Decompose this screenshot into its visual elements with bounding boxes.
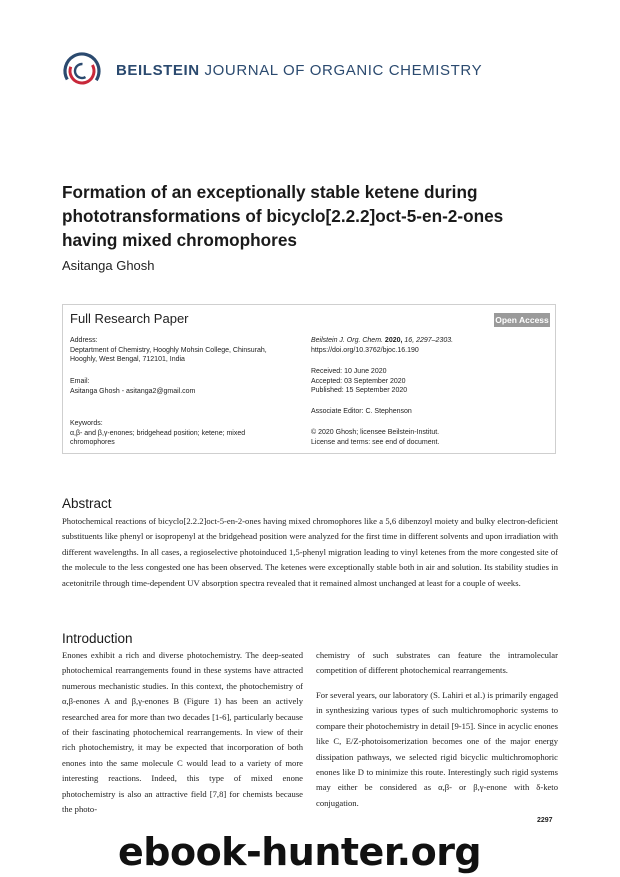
introduction-column-right-para2: For several years, our laboratory (S. Lahiri et al.) is primarily engaged in synthesizing various types of such multichromophoric systems to compare their photochemistry in detail [9-15]. Since in acyclic enones like C, E/Z-photoisomerization becomes one of the major energy dissipation pathways, we selected rigid bicyclic multichromophoric enones like D to minimize this route. Interestingly such rigid systems may either be considered as α,β- or β,γ-enone with δ-keto conjugation.	[316, 690, 558, 808]
article-author: Asitanga Ghosh	[62, 258, 155, 273]
citation-journal: Beilstein J. Org. Chem.	[311, 337, 383, 344]
accepted-date: Accepted: 03 September 2020	[311, 377, 406, 385]
paper-type: Full Research Paper	[70, 311, 189, 326]
introduction-heading: Introduction	[62, 631, 133, 646]
journal-name	[116, 62, 482, 79]
email-text[interactable]: Asitanga Ghosh - asitanga2@gmail.com	[70, 387, 196, 395]
introduction-column-left: Enones exhibit a rich and diverse photochemistry. The deep-seated photochemical rearrangements found in these systems have attracted numerous mechanistic studies. In this context, the photochemistry of α,β-enones A and β,γ-enones B (Figure 1) has been an actively researched area for more than two decades [1-6], particularly because of their fascinating photochemical rearrangements. In view of their rich photochemistry, it may be expected that incorporation of both enones into the same molecule C would lead to a variety of more interesting reactions. Indeed, this type of mixed enone photochemistry is also an attractive field [7,8] for chemists because the photo-	[62, 650, 303, 815]
address-text: Deptartment of Chemistry, Hooghly Mohsin College, Chinsurah, Hooghly, West Bengal, 712101, India	[70, 346, 267, 364]
open-access-badge[interactable]: Open Access	[495, 315, 549, 325]
published-date: Published: 15 September 2020	[311, 387, 408, 394]
citation-year: 2020,	[384, 337, 403, 344]
license-notice: License and terms: see end of document.	[311, 438, 440, 446]
received-date: Received: 10 June 2020	[311, 368, 387, 375]
address-label: Address:	[70, 337, 98, 344]
journal-name-bold: BEILSTEIN	[116, 62, 200, 79]
citation-rest: 16, 2297–2303.	[404, 337, 454, 344]
journal-name-rest: JOURNAL OF ORGANIC CHEMISTRY	[204, 62, 483, 79]
abstract-text: Photochemical reactions of bicyclo[2.2.2]oct-5-en-2-ones having mixed chromophores like a 5,6 dibenzoyl moiety and bulky electron-deficient substituents like phenyl or isopropenyl at the bridgehead position were analyzed for the first time in different solvents and upon irradiation with different wavelengths. In all cases, a regioselective photoinduced 1,5-phenyl migration leading to vinyl ketenes from the more congested site of the molecule to the less congested one has been observed. The ketenes were exceptionally stable both in air and solution. Its stability studies in acetonitrile through time-dependent UV absorption spectra revealed that it remained almost unchanged at least for a couple of weeks.	[62, 516, 558, 588]
introduction-column-right-para1: chemistry of such substrates can feature the intramolecular competition of different photochemical rearrangements.	[316, 650, 558, 676]
keywords-text: α,β- and β,γ-enones; bridgehead position; ketene; mixed chromophores	[70, 429, 246, 447]
abstract-heading: Abstract	[62, 496, 112, 511]
doi-link[interactable]: https://doi.org/10.3762/bjoc.16.190	[311, 346, 419, 354]
page-number: 2297	[537, 817, 553, 824]
associate-editor: Associate Editor: C. Stephenson	[311, 408, 412, 415]
citation	[311, 336, 453, 346]
article-title: Formation of an exceptionally stable ketene during phototransformations of bicyclo[2.2.2]oct-5-en-2-ones having mixed chromophores	[62, 182, 504, 250]
beilstein-logo-icon	[62, 51, 102, 91]
copyright-notice: © 2020 Ghosh; licensee Beilstein-Institut.	[311, 429, 440, 436]
email-label: Email:	[70, 378, 90, 385]
keywords-label: Keywords:	[70, 420, 103, 427]
watermark: ebook-hunter.org	[118, 830, 482, 874]
